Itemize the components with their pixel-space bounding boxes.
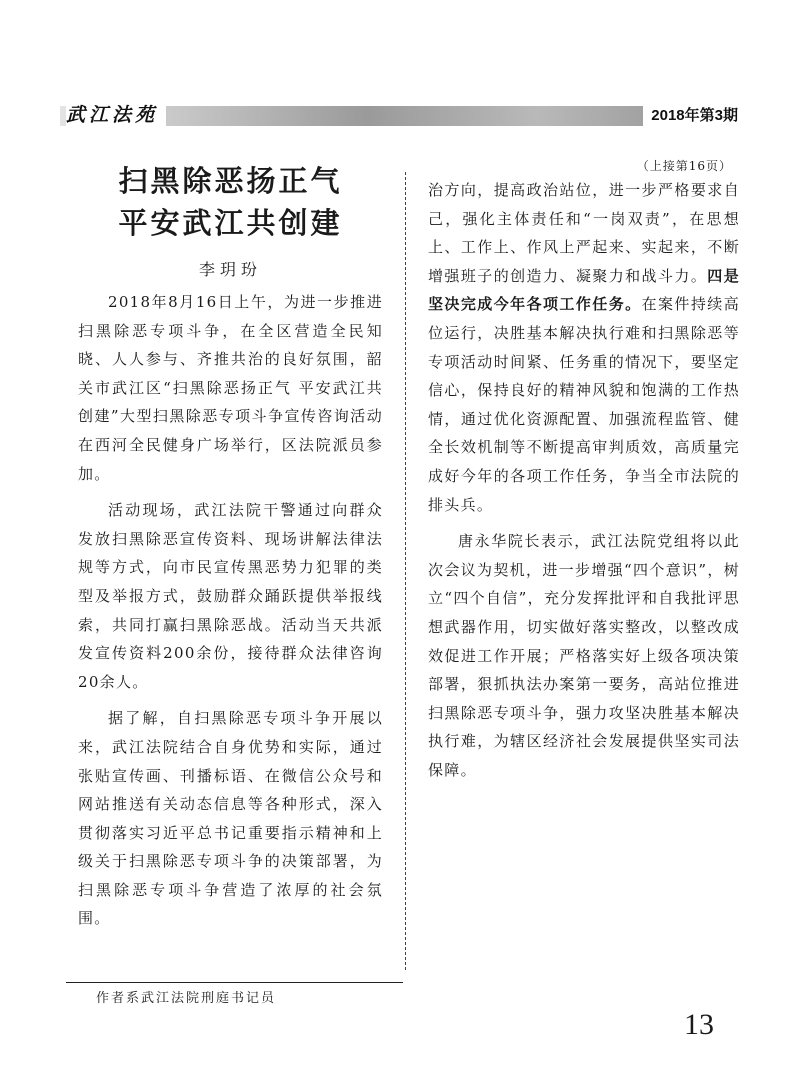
body-paragraph: 唐永华院长表示，武江法院党组将以此次会议为契机，进一步增强“四个意识”，树立“四个自信”，充分发挥批评和自我批评思想武器作用，切实做好落实整改，以整改成效促进工作开展；严格落实好上级各项决策部署，狠抓执法办案第一要务，高站位推进扫黑除恶专项斗争，强力攻坚决胜基本解决执行难，为辖区经济社会发展提供坚实司法保障。 bbox=[428, 532, 740, 779]
paragraph-text: 治方向，提高政治站位，进一步严格要求自己，强化主体责任和“一岗双责”，在思想上、工作上、作风上严起来、实起来，不断增强班子的创造力、凝聚力和战斗力。 bbox=[428, 181, 740, 285]
author-name: 李玥玢 bbox=[198, 260, 262, 279]
left-column bbox=[78, 160, 383, 933]
body-paragraph: 据了解，自扫黑除恶专项斗争开展以来，武江法院结合自身优势和实际，通过张贴宣传画、刊播标语、在微信公众号和网站推送有关动态信息等各种形式，深入贯彻落实习近平总书记重要指示精神和上级关于扫黑除恶专项斗争的决策部署，为扫黑除恶专项斗争营造了浓厚的社会氛围。 bbox=[78, 709, 383, 928]
journal-name: 武江法苑 bbox=[66, 101, 166, 129]
page-number: 13 bbox=[684, 1008, 714, 1041]
title-line-2: 平安武江共创建 bbox=[118, 206, 343, 240]
footnote-rule bbox=[66, 982, 403, 983]
paragraph-text: 在案件持续高位运行，决胜基本解决执行难和扫黑除恶等专项活动时间紧、任务重的情况下，要坚定信心，保持良好的精神风貌和饱满的工作热情，通过优化资源配置、加强流程监管、健全长效机制等不断提高审判质效，高质量完成好今年的各项工作任务，争当全市法院的排头兵。 bbox=[428, 295, 740, 514]
column-divider bbox=[405, 172, 406, 970]
bold-heading: 四是坚决完成今年各项工作任务。 bbox=[428, 266, 740, 314]
body-paragraph: 2018年8月16日上午，为进一步推进扫黑除恶专项斗争，在全区营造全民知晓、人人参与、齐推共治的良好氛围，韶关市武江区“扫黑除恶扬正气 平安武江共创建”大型扫黑除恶专项斗争宣传咨询活动在西河全民健身广场举行，区法院派员参加。 bbox=[78, 293, 383, 483]
right-column bbox=[428, 156, 740, 784]
body-paragraph: 活动现场，武江法院干警通过向群众发放扫黑除恶宣传资料、现场讲解法律法规等方式，向市民宣传黑恶势力犯罪的类型及举报方式，鼓励群众踊跃提供举报线索，共同打赢扫黑除恶战。活动当天共派发宣传资料200余份，接待群众法律咨询20余人。 bbox=[78, 501, 383, 691]
continued-note: （上接第16页） bbox=[636, 159, 732, 173]
issue-label: 2018年第3期 bbox=[643, 104, 742, 128]
title-line-1: 扫黑除恶扬正气 bbox=[118, 164, 343, 198]
body-paragraph bbox=[428, 176, 740, 519]
footnote: 作者系武江法院刑庭书记员 bbox=[96, 991, 277, 1006]
article-title bbox=[78, 160, 383, 244]
